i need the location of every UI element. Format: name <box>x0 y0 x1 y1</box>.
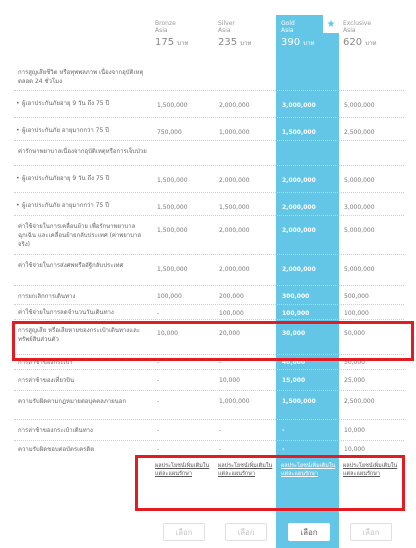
plan-name: Gold Asia <box>281 20 295 34</box>
select-button-silver[interactable]: เลือก <box>225 523 267 541</box>
value-bronze: - <box>157 310 160 317</box>
coverage-row <box>14 370 404 391</box>
value-bronze: 750,000 <box>157 129 182 136</box>
plan-unit: บาท <box>240 40 252 47</box>
coverage-row <box>14 141 404 166</box>
plan-header-exclusive <box>343 20 405 48</box>
star-icon: ★ <box>323 15 339 33</box>
value-exclusive: 2,500,000 <box>344 398 375 405</box>
value-exclusive: 50,000 <box>344 359 365 366</box>
coverage-label: ความรับผิดชอบต่อบัตรเครดิต <box>18 446 95 453</box>
value-gold: 100,000 <box>282 310 310 317</box>
coverage-label: ค่าใช้จ่ายในการส่งศพหรืออัฐิกลับประเทศ <box>18 262 124 269</box>
value-bronze: - <box>157 398 160 405</box>
value-exclusive: 50,000 <box>344 330 365 337</box>
value-bronze: - <box>157 427 160 434</box>
coverage-label: ความรับผิดตามกฎหมายต่อบุคคลภายนอก <box>18 398 127 405</box>
coverage-row <box>14 193 404 216</box>
coverage-label: การล่าช้าของเที่ยวบิน <box>18 377 75 384</box>
plan-name: Exclusive Asia <box>343 20 372 34</box>
coverage-label: • ผู้เอาประกันภัยอายุ 9 วัน ถึง 75 ปี <box>22 99 150 108</box>
coverage-row <box>14 420 404 441</box>
benefit-link-bronze[interactable]: ผลประโยชน์เพิ่มเติมในแต่ละแผนรักษา <box>155 463 210 477</box>
coverage-label: • ผู้เอาประกันภัยอายุ 9 วัน ถึง 75 ปี <box>22 174 150 183</box>
value-silver: 200,000 <box>219 293 244 300</box>
value-gold: 40,000 <box>282 359 306 366</box>
value-silver: 10,000 <box>219 377 240 384</box>
plan-price: 235 <box>218 37 238 48</box>
plan-header-bronze <box>155 20 217 48</box>
select-button-exclusive[interactable]: เลือก <box>350 523 392 541</box>
value-bronze: - <box>157 377 160 384</box>
value-silver: 2,000,000 <box>219 177 250 184</box>
coverage-row <box>14 255 404 286</box>
value-bronze: 1,500,000 <box>157 177 188 184</box>
coverage-label: ค่ารักษาพยาบาลเนื่องจากอุบัติเหตุหรือการเจ็บป่วย <box>18 148 147 155</box>
value-exclusive: 5,000,000 <box>344 227 375 234</box>
value-bronze: 10,000 <box>157 330 178 337</box>
value-bronze: 1,500,000 <box>157 102 188 109</box>
value-gold: 2,000,000 <box>282 177 316 184</box>
value-exclusive: 5,000,000 <box>344 177 375 184</box>
coverage-row <box>14 118 404 141</box>
coverage-label: การล่าช้าของกระเป๋า <box>18 359 73 366</box>
value-bronze: - <box>157 359 160 366</box>
select-button-bronze[interactable]: เลือก <box>163 523 205 541</box>
plan-price: 390 <box>281 37 301 48</box>
value-silver: 2,000,000 <box>219 266 250 273</box>
benefit-link-silver[interactable]: ผลประโยชน์เพิ่มเติมในแต่ละแผนรักษา <box>218 463 273 477</box>
value-silver: 1,000,000 <box>219 398 250 405</box>
plan-unit: บาท <box>303 40 315 47</box>
coverage-row <box>14 305 404 320</box>
value-exclusive: 25,000 <box>344 377 365 384</box>
value-silver: - <box>219 359 222 366</box>
value-bronze: 1,500,000 <box>157 266 188 273</box>
value-exclusive: 2,500,000 <box>344 129 375 136</box>
value-silver: 100,000 <box>219 310 244 317</box>
value-gold: 1,500,000 <box>282 129 316 136</box>
coverage-label: การยกเลิกการเดินทาง <box>18 293 76 300</box>
benefit-link-gold[interactable]: ผลประโยชน์เพิ่มเติมในแต่ละแผนรักษา <box>281 463 336 477</box>
value-exclusive: 10,000 <box>344 427 365 434</box>
benefit-link-exclusive[interactable]: ผลประโยชน์เพิ่มเติมในแต่ละแผนรักษา <box>343 463 398 477</box>
coverage-row <box>14 60 404 91</box>
coverage-label: การล่าช้าของกระเป๋าเดินทาง <box>18 427 93 434</box>
coverage-row <box>14 166 404 193</box>
value-gold: - <box>282 427 285 434</box>
value-gold: - <box>282 446 285 453</box>
value-gold: 2,000,000 <box>282 204 316 211</box>
value-gold: 2,000,000 <box>282 266 316 273</box>
plan-price: 175 <box>155 37 175 48</box>
plan-header-gold <box>281 20 343 48</box>
value-exclusive: 100,000 <box>344 310 369 317</box>
value-gold: 3,000,000 <box>282 102 316 109</box>
value-silver: - <box>219 446 222 453</box>
highlight-box-baggage-row <box>12 321 414 361</box>
value-gold: 300,000 <box>282 293 310 300</box>
value-exclusive: 5,000,000 <box>344 102 375 109</box>
plan-name: Bronze Asia <box>155 20 176 34</box>
value-bronze: 1,500,000 <box>157 204 188 211</box>
value-bronze: 1,500,000 <box>157 227 188 234</box>
coverage-label: • ผู้เอาประกันภัย อายุมากกว่า 75 ปี <box>22 126 150 135</box>
plan-header-silver <box>218 20 280 48</box>
value-exclusive: 500,000 <box>344 293 369 300</box>
coverage-row <box>14 91 404 118</box>
value-silver: 20,000 <box>219 330 240 337</box>
value-silver: 2,000,000 <box>219 102 250 109</box>
value-bronze: - <box>157 446 160 453</box>
value-gold: 1,500,000 <box>282 398 316 405</box>
value-exclusive: 5,000,000 <box>344 266 375 273</box>
coverage-label: ค่าใช้จ่ายในการลดจำนวนวันเดินทาง <box>18 309 114 316</box>
highlight-box-benefit-links <box>135 455 405 511</box>
coverage-row <box>14 286 404 305</box>
coverage-rows <box>14 60 404 457</box>
coverage-label: การสูญเสีย หรือเสียหายของกระเป๋าเดินทางและทรัพย์สินส่วนตัว <box>18 327 140 343</box>
select-button-gold[interactable]: เลือก <box>288 523 330 541</box>
plan-name: Silver Asia <box>218 20 235 34</box>
coverage-row <box>14 391 404 420</box>
value-silver: 1,500,000 <box>219 204 250 211</box>
value-gold: 15,000 <box>282 377 306 384</box>
value-silver: - <box>219 427 222 434</box>
coverage-label: • ผู้เอาประกันภัย อายุมากกว่า 75 ปี <box>22 201 150 210</box>
coverage-row <box>14 216 404 255</box>
value-gold: 2,000,000 <box>282 227 316 234</box>
value-silver: 1,000,000 <box>219 129 250 136</box>
plan-price: 620 <box>343 37 363 48</box>
value-gold: 30,000 <box>282 330 306 337</box>
value-exclusive: 10,000 <box>344 446 365 453</box>
plan-unit: บาท <box>365 40 377 47</box>
value-exclusive: 3,000,000 <box>344 204 375 211</box>
coverage-label: การสูญเสียชีวิต หรือทุพพลภาพ เนื่องจากอุบัติเหตุ ตลอด 24 ชั่วโมง <box>18 69 144 85</box>
value-bronze: 100,000 <box>157 293 182 300</box>
value-silver: 2,000,000 <box>219 227 250 234</box>
plan-unit: บาท <box>177 40 189 47</box>
coverage-label: ค่าใช้จ่ายในการเคลื่อนย้าย เพื่อรักษาพยาบาลฉุกเฉิน และเคลื่อนย้ายกลับประเทศ (ค่าพยาบาลจริง) <box>18 223 141 248</box>
